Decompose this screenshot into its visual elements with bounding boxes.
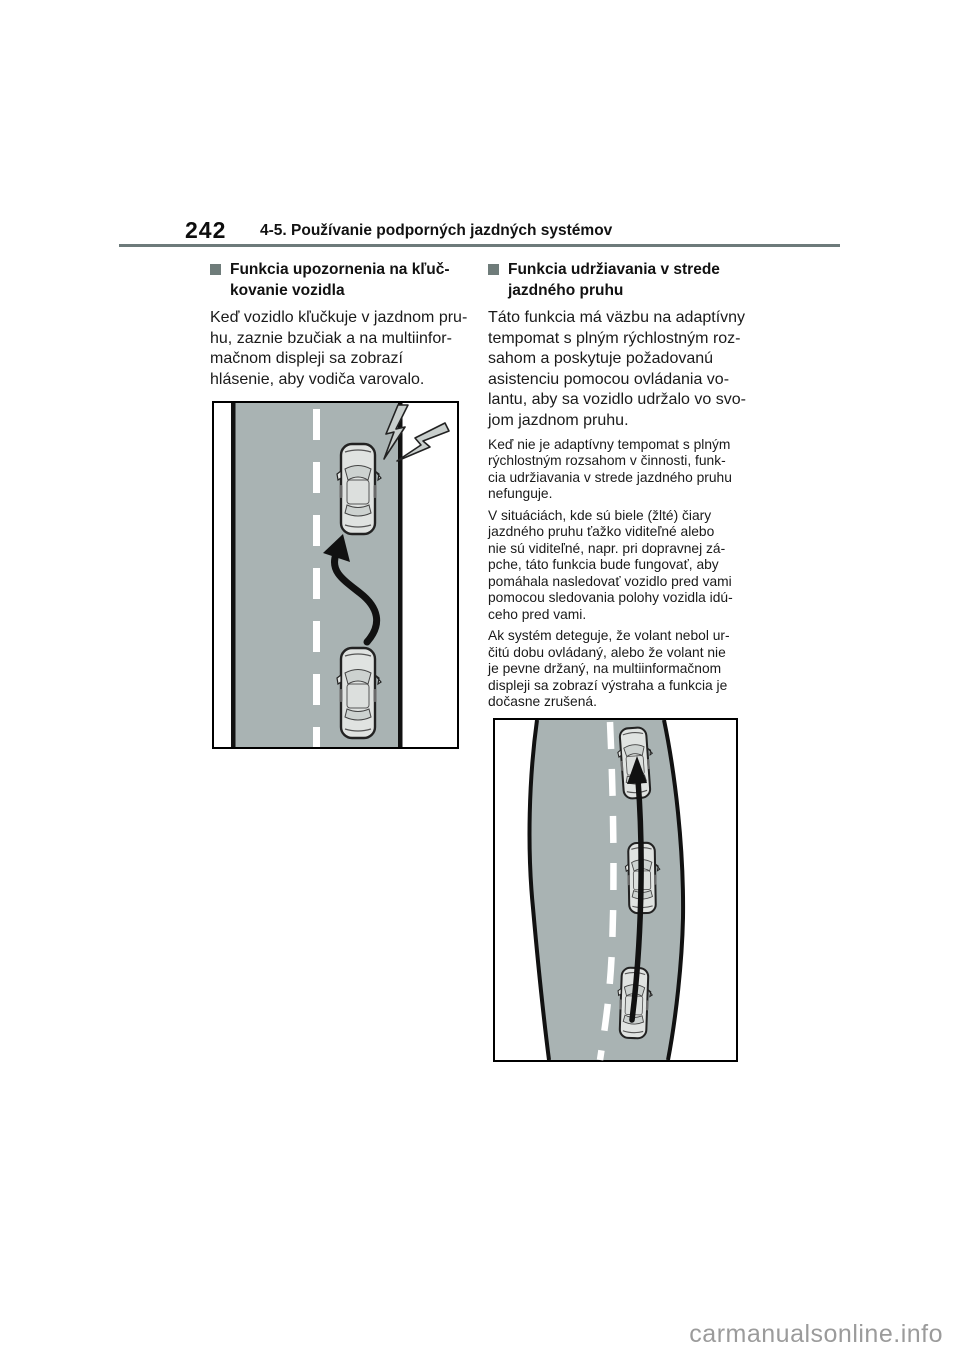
note-line: cia udržiavania v strede jazdného pruhu [488,469,732,485]
paragraph-line: sahom a poskytuje požadovanú [488,350,714,368]
watermark: carmanualsonline.info [689,1320,943,1348]
left-heading-line: kovanie vozidla [230,282,345,299]
note-line: jazdného pruhu ťažko viditeľné alebo [488,524,715,540]
right-note-2 [488,508,760,624]
note-line: displeji sa zobrazí výstraha a funkcia je [488,677,728,693]
right-heading-line: jazdného pruhu [508,282,624,299]
note-line: pomocou sledovania polohy vozidla idú- [488,590,733,606]
note-line: pche, táto funkcia bude fungovať, aby [488,557,719,573]
left-paragraph [210,308,482,390]
left-heading [210,259,482,301]
left-heading-line: Funkcia upozornenia na kľuč- [230,261,450,278]
right-heading-line: Funkcia udržiavania v strede [508,261,720,278]
paragraph-line: Táto funkcia má väzbu na adaptívny [488,309,746,326]
header-rule [119,244,840,247]
note-line: čitú dobu ovládaný, alebo že volant nie [488,644,726,660]
section-header: 4-5. Používanie podporných jazdných systémov [260,222,613,239]
left-column [210,259,482,390]
right-paragraph [488,308,760,432]
note-line: nefunguje. [488,486,553,502]
note-line: dočasne zrušená. [488,694,597,710]
note-line: je pevne držaný, na multiinformačnom [488,661,722,677]
paragraph-line: hlásenie, aby vodiča varovalo. [210,370,425,388]
note-line: pomáhala nasledovať vozidlo pred vami [488,573,732,589]
paragraph-line: hu, zaznie bzučiak a na multiinfor- [210,329,452,347]
square-bullet-icon [488,264,499,275]
note-line: nie sú viditeľné, napr. pri dopravnej zá- [488,540,726,556]
right-note-1 [488,437,760,503]
paragraph-line: tempomat s plným rýchlostným roz- [488,329,741,347]
note-line: V situáciách, kde sú biele (žlté) čiary [488,507,712,523]
right-heading [488,259,760,301]
paragraph-line: jom jazdnom pruhu. [488,411,629,429]
road-edge-line-left [231,403,236,747]
square-bullet-icon [210,264,221,275]
weaving-warning-diagram [212,401,459,749]
car-top-view-icon [337,648,381,738]
road-edge-line-right [398,403,403,747]
note-line: Ak systém deteguje, že volant nebol ur- [488,628,730,644]
car-top-view-icon [337,444,381,534]
paragraph-line: Keď vozidlo kľučkuje v jazdnom pru- [210,309,468,326]
paragraph-line: asistenciu pomocou ovládania vo- [488,370,730,388]
page-number: 242 [185,217,227,243]
note-line: Keď nie je adaptívny tempomat s plným [488,436,731,452]
right-column [488,259,760,711]
note-line: rýchlostným rozsahom v činnosti, funk- [488,453,726,469]
right-note-3 [488,628,760,711]
lane-centering-diagram [493,718,738,1062]
note-line: ceho pred vami. [488,606,587,622]
paragraph-line: mačnom displeji sa zobrazí [210,350,403,368]
paragraph-line: lantu, aby sa vozidlo udržalo vo svo- [488,391,746,409]
